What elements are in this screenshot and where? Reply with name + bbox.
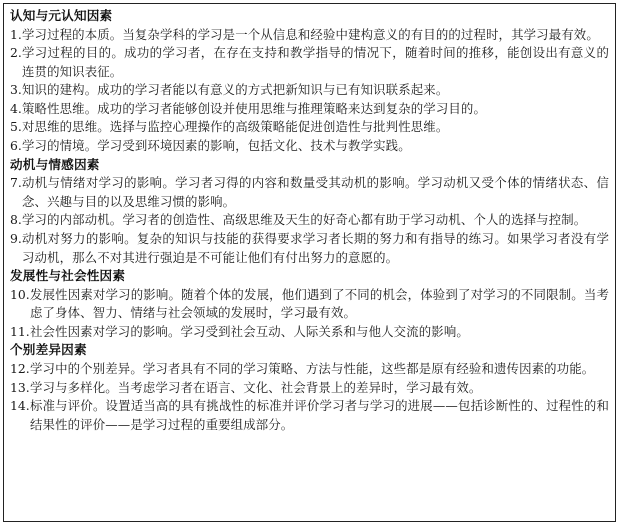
list-item: [10, 137, 609, 156]
section-heading-developmental: 发展性与社会性因素: [10, 268, 126, 284]
item-number: 3.: [10, 82, 22, 98]
item-number: 4.: [10, 100, 22, 116]
item-number: 14.: [10, 398, 30, 414]
item-text: 策略性思维。成功的学习者能够创设并使用思维与推理策略来达到复杂的学习目的。: [22, 100, 487, 116]
item-number: 13.: [10, 379, 30, 395]
item-number: 12.: [10, 360, 30, 376]
item-text: 学习过程的目的。成功的学习者，在存在支持和教学指导的情况下，随着时间的推移，能创设出有意义的连贯的知识表征。: [22, 45, 609, 79]
item-number: 2.: [10, 45, 22, 61]
item-text: 对思维的思维。选择与监控心理操作的高级策略能促进创造性与批判性思维。: [22, 119, 449, 135]
list-item: [10, 286, 609, 323]
item-text: 动机与情绪对学习的影响。学习者习得的内容和数量受其动机的影响。学习动机又受个体的情绪状态、信念、兴趣与目的以及思维习惯的影响。: [22, 175, 609, 209]
item-number: 1.: [10, 26, 22, 42]
list-item: [10, 397, 609, 434]
item-text: 学习的情境。学习受到环境因素的影响，包括文化、技术与教学实践。: [22, 138, 411, 154]
item-text: 学习与多样化。当考虑学习者在语言、文化、社会背景上的差异时，学习最有效。: [30, 379, 482, 395]
list-item: [10, 174, 609, 211]
list-item: [10, 360, 609, 379]
item-text: 学习中的个别差异。学习者具有不同的学习策略、方法与性能，这些都是原有经验和遗传因素的功能。: [30, 360, 595, 376]
item-text: 标准与评价。设置适当高的具有挑战性的标准并评价学习者与学习的进展——包括诊断性的、过程性的和结果性的评价——是学习过程的重要组成部分。: [30, 398, 609, 432]
list-item: [10, 230, 609, 267]
item-number: 5.: [10, 119, 22, 135]
item-text: 学习的内部动机。学习者的创造性、高级思维及天生的好奇心都有助于学习动机、个人的选择与控制。: [22, 212, 587, 228]
item-text: 发展性因素对学习的影响。随着个体的发展，他们遇到了不同的机会，体验到了对学习的不同限制。当考虑了身体、智力、情绪与社会领域的发展时，学习最有效。: [30, 286, 609, 321]
item-number: 11.: [10, 323, 30, 339]
item-text: 知识的建构。成功的学习者能以有意义的方式把新知识与已有知识联系起来。: [22, 82, 449, 98]
list-item: [10, 81, 609, 100]
list-item: [10, 211, 609, 230]
list-item: [10, 118, 609, 137]
item-number: 10.: [10, 286, 30, 302]
list-item: [10, 26, 609, 45]
section-heading-motivation: 动机与情感因素: [10, 156, 100, 172]
item-number: 9.: [10, 230, 22, 246]
item-number: 7.: [10, 175, 22, 191]
list-item: [10, 379, 609, 398]
list-item: [10, 323, 609, 342]
section-heading-cognitive: 认知与元认知因素: [10, 8, 113, 23]
item-text: 动机对努力的影响。复杂的知识与技能的获得要求学习者长期的努力和有指导的练习。如果学习者没有学习动机，那么不对其进行强迫是不可能让他们有付出努力的意愿的。: [22, 230, 609, 265]
list-item: [10, 100, 609, 119]
item-number: 6.: [10, 138, 22, 154]
item-text: 社会性因素对学习的影响。学习受到社会互动、人际关系和与他人交流的影响。: [30, 323, 469, 339]
section-heading-individual: 个别差异因素: [10, 342, 87, 358]
list-item: [10, 44, 609, 81]
item-text: 学习过程的本质。当复杂学科的学习是一个从信息和经验中建构意义的有目的的过程时，其学习最有效。: [22, 26, 599, 42]
principles-table: [3, 3, 616, 522]
item-number: 8.: [10, 212, 22, 228]
